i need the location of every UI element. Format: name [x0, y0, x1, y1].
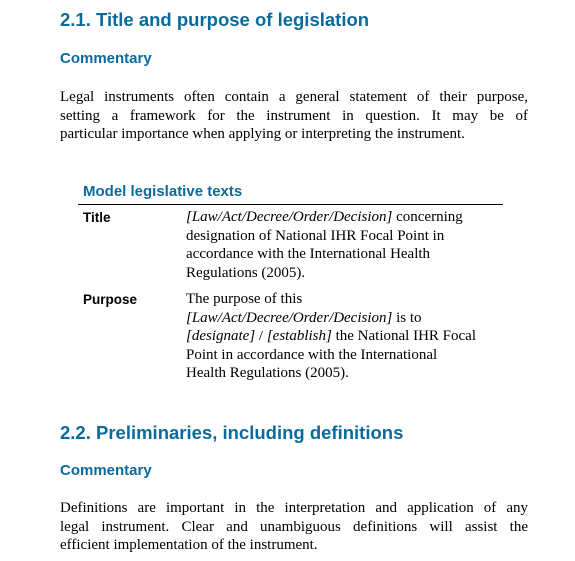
title-row-line: designation of National IHR Focal Point in [186, 227, 445, 244]
purpose-row-text [186, 290, 506, 383]
paragraph-line: Definitions are important in the interpretation and application of any [60, 500, 528, 516]
title-row-line: Regulations (2005). [186, 264, 306, 281]
purpose-row-line [186, 309, 506, 328]
commentary-heading: Commentary [60, 50, 152, 67]
paragraph-line: efficient implementation of the instrument. [60, 537, 318, 553]
paragraph-line: Legal instruments often contain a general statement of their purpose, [60, 89, 528, 105]
text-fragment: is to [392, 309, 422, 326]
instrument-type-placeholder: [Law/Act/Decree/Order/Decision] [186, 209, 393, 225]
title-row-text [186, 208, 506, 282]
designate-placeholder: [designate] [186, 328, 256, 344]
commentary-paragraph [60, 88, 528, 144]
paragraph-line: particular importance when applying or interpreting the instrument. [60, 126, 465, 142]
title-row-line [186, 208, 506, 227]
commentary-heading: Commentary [60, 462, 152, 479]
purpose-row-line [186, 327, 506, 346]
purpose-row-line: Health Regulations (2005). [186, 365, 349, 381]
text-fragment: the National IHR Focal [331, 328, 476, 344]
paragraph-line: setting a framework for the instrument in question. It may be of [60, 107, 528, 124]
commentary-paragraph [60, 499, 528, 555]
section-heading-preliminaries: 2.2. Preliminaries, including definitions [60, 422, 404, 443]
purpose-row-line: Point in accordance with the International [186, 346, 438, 363]
model-texts-rule [78, 204, 503, 205]
instrument-type-placeholder: [Law/Act/Decree/Order/Decision] [186, 309, 393, 326]
establish-placeholder: [establish] [266, 328, 332, 344]
model-texts-heading: Model legislative texts [83, 183, 243, 200]
text-fragment: concerning [392, 209, 463, 225]
paragraph-line: legal instrument. Clear and unambiguous definitions will assist the [60, 518, 528, 535]
purpose-row-line: The purpose of this [186, 291, 303, 307]
title-row-line: accordance with the International Health [186, 246, 431, 262]
section-heading-title-purpose: 2.1. Title and purpose of legislation [60, 9, 370, 30]
text-fragment: / [255, 328, 267, 344]
purpose-row-label: Purpose [83, 292, 138, 307]
title-row-label: Title [83, 210, 111, 225]
